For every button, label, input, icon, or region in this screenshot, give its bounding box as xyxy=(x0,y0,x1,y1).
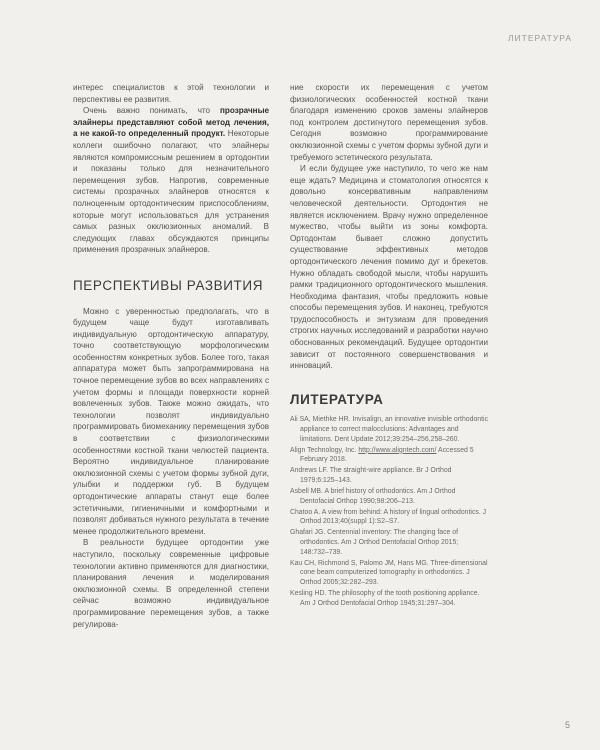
reference-item: Kau CH, Richmond S, Palomo JM, Hans MG. Three-dimensional cone beam computerized tomography in orthodontics. J Orthod 2005;32:282–293. xyxy=(290,559,488,586)
reference-item: Andrews LF. The straight-wire appliance. Br J Orthod 1979;6:125–143. xyxy=(290,467,452,484)
paragraph-text: Некоторые коллеги ошибочно полагают, что элайнеры являются компромиссным решением в ортодонтии и показаны только для незначительного перемещения зубов. Напротив, современные системы прозрачных элайнеров относятся к полноценным ортодонтическим приспособлениям, которые могут использоваться для устранения самых разных окклюзионных аномалий. В следующих главах обсуждаются принципы применения прозрачных элайнеров. xyxy=(73,129,269,255)
reference-item: Chatoo A. A view from behind: A history of lingual orthodontics. J Orthod 2013;40(suppl 1):S2–S7. xyxy=(290,508,487,526)
page-header xyxy=(0,0,600,56)
section-title: ПЕРСПЕКТИВЫ РАЗВИТИЯ xyxy=(73,277,264,293)
emphasis-text: прозрачные элайнеры представляют собой метод лечения, а не какой-то определенный продукт. xyxy=(73,106,269,139)
right-column xyxy=(290,82,488,610)
left-column xyxy=(73,82,269,630)
references-title: ЛИТЕРАТУРА xyxy=(290,391,384,407)
paragraph-text: Очень важно понимать, что xyxy=(83,106,221,116)
reference-item: Kesling HD. The philosophy of the tooth positioning appliance. Am J Orthod Dentofacial Orthop 1945;31:297–304. xyxy=(290,590,480,607)
paragraph: ние скорости их перемещения с учетом физиологических особенностей костной ткани благодаря изменению сроков замены элайнеров под контролем достигнутого перемещения зубов. Сегодня возможно программирование окклюзионной схемы с учетом формы зубной дуги и требуемого эстетического результата. xyxy=(290,83,488,162)
running-head: ЛИТЕРАТУРА xyxy=(507,33,572,43)
paragraph xyxy=(73,105,269,256)
reference-item: Asbell MB. A brief history of orthodontics. Am J Orthod Dentofacial Orthop 1990;98:206–213. xyxy=(290,488,456,505)
paragraph: В реальности будущее ортодонтии уже наступило, поскольку современные цифровые технологии активно применяются для диагностики, планирования лечения и моделирования окклюзионной схемы. В определенной степени сейчас возможно индивидуальное программирование перемещения зубов, а также регулирова- xyxy=(73,538,269,629)
paragraph: И если будущее уже наступило, то чего же нам еще ждать? Медицина и стоматология относятся к довольно консервативным направлениям человеческой деятельности. Ортодонтия не является исключением. Врачу нужно определенное мужество, чтобы выйти из зоны комфорта. Ортодонтам бывает сложно допустить существование эффективных методов ортодонтического лечения помимо дуг и брекетов. Нужно обладать свободой мысли, чтобы нарушить рамки традиционного ортодонтического мышления. Необходима фантазия, чтобы предложить новые способы перемещения зубов. И наконец, требуются трудоспособность и энтузиазм для проведения строгих научных исследований и разработки научно обоснованных рекомендаций. Будущее ортодонтии зависит от постоянного совершенствования и инноваций. xyxy=(290,164,488,371)
reference-text: Align Technology, Inc. xyxy=(290,446,357,454)
reference-list xyxy=(290,415,488,608)
reference-item xyxy=(290,446,488,465)
reference-item: Ghafari JG. Centennial inventory: The changing face of orthodontics. Am J Orthod Dentofacial Orthop 2015; 148:732–739. xyxy=(290,529,459,556)
paragraph: Можно с уверенностью предполагать, что в будущем чаще будут изготавливать индивидуальную ортодонтическую аппаратуру, точно соответствующую морфологическим особенностям конкретных зубов. Более того, такая аппаратура может быть запрограммирована на точное перемещение зубов во всех направлениях с учетом формы и площади поверхности корней вовлеченных зубов. Также можно ожидать, что технологии позволят индивидуально программировать биомеханику перемещения зубов в соответствии с физиологическими особенностями костной ткани челюстей пациента. Вероятно индивидуальное планирование окклюзионной схемы с учетом формы зубной дуги, улыбки и поддержки губ. В будущем ортодонтические аппараты станут еще более эстетичными, гигиеничными и комфортными и позволят добиваться нужного результата в течение менее продолжительного времени. xyxy=(73,306,269,536)
reference-text: Accessed 5 February 2018. xyxy=(300,446,474,464)
paragraph: интерес специалистов к этой технологии и перспективы ее развития. xyxy=(73,83,269,104)
reference-item: Ali SA, Miethke HR. Invisalign, an innovative invisible orthodontic appliance to correct malocclusions: Advantages and limitations. Dent Update 2012;39:254–256,258–260. xyxy=(290,416,489,443)
page-number: 5 xyxy=(564,720,570,730)
reference-link[interactable]: http://www.aligntech.com/ xyxy=(358,446,437,454)
